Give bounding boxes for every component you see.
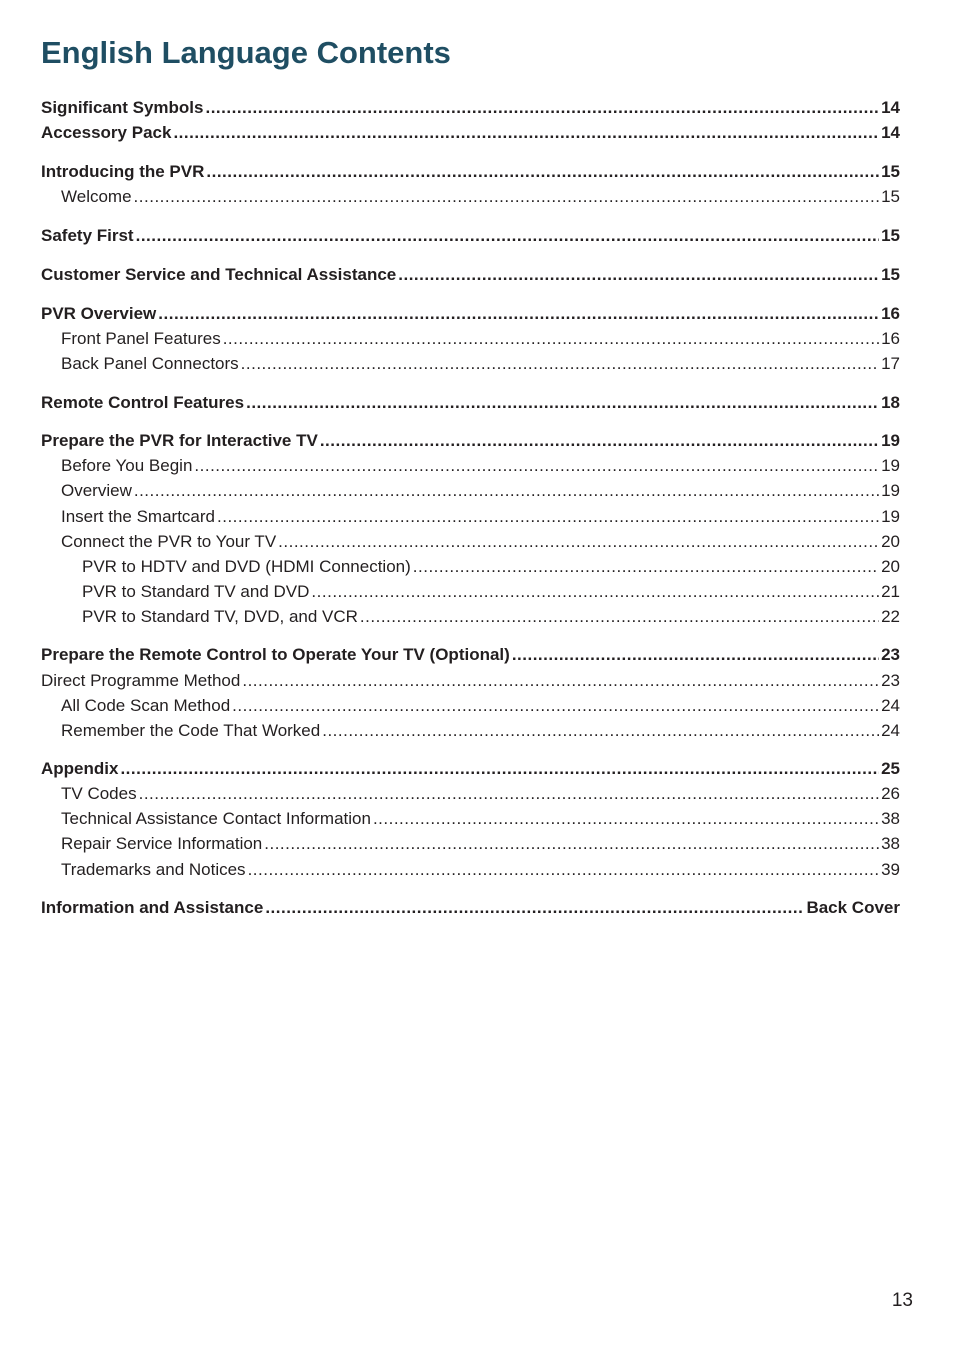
toc-entry[interactable] xyxy=(41,606,900,628)
toc-entry[interactable] xyxy=(41,833,900,855)
toc-entry-title: Accessory Pack xyxy=(41,123,172,142)
dot-leader xyxy=(205,97,879,119)
toc-entry-title: PVR Overview xyxy=(41,304,157,323)
toc-entry-page: 14 xyxy=(881,123,900,142)
dot-leader xyxy=(206,161,879,183)
dot-leader xyxy=(398,264,879,286)
toc-entry-page: 19 xyxy=(881,456,900,475)
toc-entry[interactable] xyxy=(41,455,900,477)
dot-leader xyxy=(232,695,879,717)
toc-entry[interactable] xyxy=(41,186,900,208)
toc-entry-page: 19 xyxy=(881,481,900,500)
toc-entry-page: 23 xyxy=(881,671,900,690)
toc-entry-title: Connect the PVR to Your TV xyxy=(61,532,277,551)
toc-entry[interactable] xyxy=(41,581,900,603)
toc-entry-page: 15 xyxy=(881,265,900,284)
dot-leader xyxy=(134,186,880,208)
dot-leader xyxy=(158,303,879,325)
toc-entry[interactable] xyxy=(41,161,900,183)
dot-leader xyxy=(241,353,879,375)
toc-entry-title: Before You Begin xyxy=(61,456,193,475)
dot-leader xyxy=(264,833,879,855)
toc-entry-page: 25 xyxy=(881,759,900,778)
toc-entry-page: 17 xyxy=(881,354,900,373)
toc-entry-page: 19 xyxy=(881,507,900,526)
toc-entry-page: 15 xyxy=(881,162,900,181)
toc-entry-page: 22 xyxy=(881,607,900,626)
toc-entry-page: 16 xyxy=(881,304,900,323)
toc-entry[interactable] xyxy=(41,720,900,742)
toc-entry-title: Prepare the PVR for Interactive TV xyxy=(41,431,318,450)
dot-leader xyxy=(120,758,879,780)
dot-leader xyxy=(246,392,879,414)
toc-entry[interactable] xyxy=(41,430,900,452)
toc-entry-page: Back Cover xyxy=(806,898,900,917)
dot-leader xyxy=(223,328,879,350)
toc-entry-title: All Code Scan Method xyxy=(61,696,231,715)
toc-entry[interactable] xyxy=(41,859,900,881)
toc-entry-page: 14 xyxy=(881,98,900,117)
dot-leader xyxy=(278,531,879,553)
dot-leader xyxy=(311,581,879,603)
toc-entry-page: 15 xyxy=(881,226,900,245)
toc-entry-title: Insert the Smartcard xyxy=(61,507,216,526)
page-number: 13 xyxy=(891,1290,913,1311)
toc-entry-page: 18 xyxy=(881,393,900,412)
toc-entry-page: 15 xyxy=(881,187,900,206)
toc-entry[interactable] xyxy=(41,531,900,553)
toc-entry-title: TV Codes xyxy=(61,784,137,803)
dot-leader xyxy=(512,644,879,666)
toc-entry-title: Significant Symbols xyxy=(41,98,204,117)
toc-entry-page: 38 xyxy=(881,809,900,828)
dot-leader xyxy=(194,455,879,477)
toc-entry-title: Technical Assistance Contact Information xyxy=(61,809,371,828)
toc-entry[interactable] xyxy=(41,392,900,414)
toc-entry[interactable] xyxy=(41,808,900,830)
page-title: English Language Contents xyxy=(41,35,451,70)
toc-entry-title: Introducing the PVR xyxy=(41,162,205,181)
toc-entry-title: PVR to HDTV and DVD (HDMI Connection) xyxy=(82,557,411,576)
toc-entry[interactable] xyxy=(41,897,900,919)
toc-entry-title: Information and Assistance xyxy=(41,898,264,917)
toc-entry[interactable] xyxy=(41,353,900,375)
toc-entry[interactable] xyxy=(41,556,900,578)
toc-entry-title: Trademarks and Notices xyxy=(61,860,246,879)
toc-entry[interactable] xyxy=(41,480,900,502)
toc-entry-title: Customer Service and Technical Assistance xyxy=(41,265,397,284)
toc-entry-title: Remote Control Features xyxy=(41,393,245,412)
toc-entry-title: Back Panel Connectors xyxy=(61,354,239,373)
dot-leader xyxy=(360,606,879,628)
toc-entry[interactable] xyxy=(41,328,900,350)
toc-entry-page: 19 xyxy=(881,431,900,450)
toc-entry[interactable] xyxy=(41,303,900,325)
toc-entry-page: 16 xyxy=(881,329,900,348)
toc-entry-title: Prepare the Remote Control to Operate Your TV (Optional) xyxy=(41,645,510,664)
toc-entry-title: Front Panel Features xyxy=(61,329,221,348)
dot-leader xyxy=(248,859,880,881)
toc-entry-page: 21 xyxy=(881,582,900,601)
dot-leader xyxy=(134,480,879,502)
toc-entry-page: 20 xyxy=(881,557,900,576)
toc-entry[interactable] xyxy=(41,97,900,119)
toc-entry-page: 23 xyxy=(881,645,900,664)
toc-entry-title: Welcome xyxy=(61,187,132,206)
dot-leader xyxy=(413,556,879,578)
toc-entry[interactable] xyxy=(41,783,900,805)
dot-leader xyxy=(322,720,879,742)
toc-entry[interactable] xyxy=(41,758,900,780)
toc-entry[interactable] xyxy=(41,670,900,692)
toc-entry[interactable] xyxy=(41,695,900,717)
toc-entry-page: 24 xyxy=(881,696,900,715)
toc-entry-title: PVR to Standard TV and DVD xyxy=(82,582,310,601)
toc-entry-page: 38 xyxy=(881,834,900,853)
toc-entry-title: Direct Programme Method xyxy=(41,671,241,690)
toc-entry-page: 20 xyxy=(881,532,900,551)
dot-leader xyxy=(136,225,879,247)
toc-entry[interactable] xyxy=(41,644,900,666)
toc-entry-title: Repair Service Information xyxy=(61,834,263,853)
dot-leader xyxy=(217,506,879,528)
toc-entry-page: 24 xyxy=(881,721,900,740)
toc-entry[interactable] xyxy=(41,122,900,144)
toc-entry-title: Remember the Code That Worked xyxy=(61,721,321,740)
dot-leader xyxy=(242,670,879,692)
dot-leader xyxy=(320,430,879,452)
toc-entry-title: Safety First xyxy=(41,226,134,245)
toc-entry-title: Overview xyxy=(61,481,132,500)
dot-leader xyxy=(265,897,804,919)
toc-entry-title: PVR to Standard TV, DVD, and VCR xyxy=(82,607,358,626)
toc-entry-page: 26 xyxy=(881,784,900,803)
dot-leader xyxy=(173,122,879,144)
toc-entry[interactable] xyxy=(41,264,900,286)
dot-leader xyxy=(139,783,879,805)
toc-entry-page: 39 xyxy=(881,860,900,879)
dot-leader xyxy=(373,808,879,830)
toc-entry-title: Appendix xyxy=(41,759,119,778)
toc-entry[interactable] xyxy=(41,225,900,247)
toc-entry[interactable] xyxy=(41,506,900,528)
